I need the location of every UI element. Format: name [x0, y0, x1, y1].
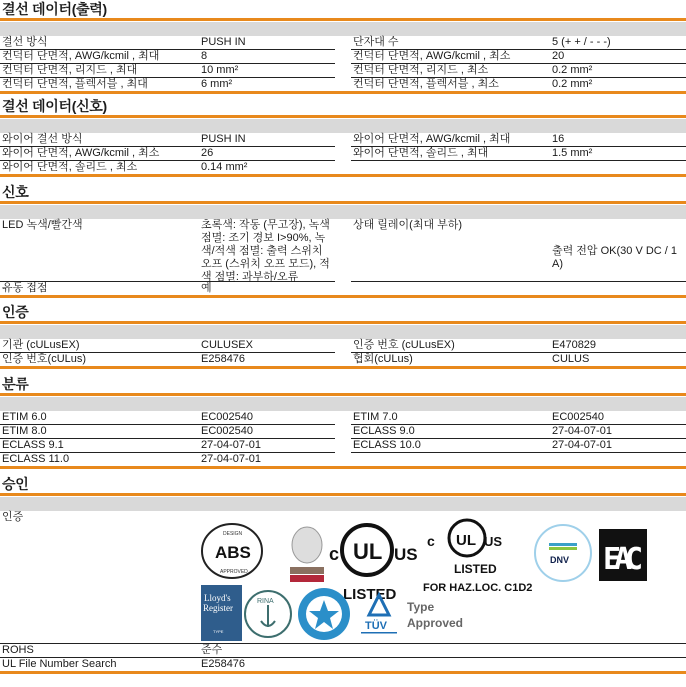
svg-text:US: US — [394, 545, 418, 564]
section-title: 결선 데이터(출력) — [2, 1, 107, 17]
svg-text:Type: Type — [407, 600, 435, 614]
svg-text:Approved: Approved — [407, 616, 464, 630]
rohs-row — [0, 644, 686, 658]
svg-text:US: US — [484, 534, 503, 549]
spec-label: 단자대 수 — [353, 36, 399, 48]
spec-row — [351, 133, 686, 147]
spec-value: 초록색: 작동 (무고장), 녹색 점멸: 조기 경보 I>90%, 녹색/적색 점멸: 출력 스위치 오프 (스위치 오프 모드), 적색 점멸: 과부하/오류 — [201, 219, 330, 283]
svg-text:c: c — [427, 533, 435, 549]
spec-label: LED 녹색/빨간색 — [2, 219, 83, 231]
spec-row — [351, 219, 686, 282]
row-label: UL File Number Search — [2, 658, 117, 670]
spec-row — [351, 353, 686, 366]
section-1 — [0, 97, 686, 177]
spec-rows — [0, 36, 686, 91]
spec-label: ETIM 7.0 — [353, 411, 398, 423]
spec-row — [351, 78, 686, 91]
spec-row — [0, 219, 335, 282]
spec-row — [351, 64, 686, 78]
spec-value: 0.2 mm² — [552, 64, 593, 76]
spec-label: ETIM 6.0 — [2, 411, 47, 423]
svg-text:TÜV: TÜV — [365, 620, 387, 632]
spec-rows — [0, 411, 686, 466]
spec-value: PUSH IN — [201, 133, 246, 145]
spec-value: CULUS — [552, 353, 590, 365]
spec-value: 27-04-07-01 — [201, 439, 261, 451]
header-band — [0, 205, 686, 219]
divider — [0, 295, 686, 298]
lloyds-register-logo — [201, 585, 242, 641]
bureau-veritas-logo — [289, 525, 325, 583]
section-2 — [0, 183, 686, 298]
section-title: 분류 — [2, 376, 29, 392]
spec-value: PUSH IN — [201, 36, 246, 48]
header-band — [0, 497, 686, 511]
spec-label: 유동 접점 — [2, 282, 48, 294]
section-title: 인증 — [2, 304, 29, 320]
spec-label: 와이어 단면적, 솔리드 , 최소 — [2, 161, 138, 173]
svg-text:LISTED: LISTED — [343, 586, 397, 603]
header-band — [0, 119, 686, 133]
spec-label: 컨덕터 단면적, 플렉서블 , 최대 — [2, 78, 148, 90]
spec-row — [351, 411, 686, 425]
divider — [0, 671, 686, 674]
spec-label: 컨덕터 단면적, 플렉서블 , 최소 — [353, 78, 499, 90]
spec-row — [0, 439, 335, 453]
svg-text:APPROVED: APPROVED — [220, 569, 248, 575]
spec-row — [351, 161, 686, 174]
divider — [0, 466, 686, 469]
spec-label: 인증 번호(cULus) — [2, 353, 87, 365]
rina-logo — [243, 587, 293, 641]
spec-row — [351, 36, 686, 50]
cul-hazloc-logo — [423, 511, 533, 596]
spec-value: 예 — [201, 282, 212, 294]
section-title: 신호 — [2, 184, 29, 200]
spec-value: 27-04-07-01 — [201, 453, 261, 465]
spec-row — [351, 439, 686, 453]
svg-text:FOR HAZ.LOC. C1D2: FOR HAZ.LOC. C1D2 — [423, 582, 533, 594]
spec-label: 컨덕터 단면적, 리지드 , 최소 — [353, 64, 489, 76]
spec-rows — [0, 339, 686, 366]
spec-label: 와이어 단면적, 솔리드 , 최대 — [353, 147, 489, 159]
spec-value: CULUSEX — [201, 339, 253, 351]
spec-label: 와이어 단면적, AWG/kcmil , 최대 — [353, 133, 511, 145]
spec-row — [0, 161, 335, 174]
svg-text:c: c — [329, 544, 340, 564]
abs-logo — [201, 521, 263, 581]
spec-row — [0, 36, 335, 50]
header-band — [0, 325, 686, 339]
spec-row — [351, 147, 686, 161]
spec-row — [0, 133, 335, 147]
spec-label: 상태 릴레이(최대 부하) — [353, 219, 463, 231]
spec-value: EC002540 — [552, 411, 604, 423]
spec-value: 26 — [201, 147, 214, 159]
svg-text:LISTED: LISTED — [454, 562, 497, 576]
svg-text:DNV: DNV — [550, 555, 570, 565]
spec-label: ETIM 8.0 — [2, 425, 47, 437]
svg-text:Register: Register — [203, 603, 233, 613]
section-4 — [0, 375, 686, 469]
spec-value: E258476 — [201, 353, 246, 365]
spec-value: 0.14 mm² — [201, 161, 248, 173]
spec-row — [0, 147, 335, 161]
cert-label: 인증 — [2, 511, 24, 523]
spec-row — [0, 353, 335, 366]
ul-file-link[interactable]: E258476 — [201, 658, 246, 670]
svg-text:UL: UL — [353, 539, 383, 564]
divider — [0, 18, 686, 21]
section-title: 결선 데이터(신호) — [2, 98, 107, 114]
divider — [0, 321, 686, 324]
row-label: ROHS — [2, 644, 34, 656]
cert-logos — [201, 511, 686, 643]
spec-row — [0, 411, 335, 425]
svg-text:EAC: EAC — [603, 542, 643, 577]
spec-row — [351, 50, 686, 64]
tuv-logo — [359, 591, 469, 641]
spec-label: 협회(cULus) — [353, 353, 413, 365]
spec-row — [351, 453, 686, 466]
divider — [0, 115, 686, 118]
divider — [0, 393, 686, 396]
svg-text:ABS: ABS — [215, 543, 251, 562]
spec-value: 1.5 mm² — [552, 147, 593, 159]
spec-row — [351, 339, 686, 353]
spec-label: ECLASS 11.0 — [2, 453, 70, 465]
cert-row — [0, 511, 686, 644]
svg-text:RINA: RINA — [257, 598, 274, 605]
row-value: 준수 — [201, 644, 223, 656]
header-band — [0, 22, 686, 36]
spec-rows — [0, 219, 686, 295]
section-0 — [0, 0, 686, 94]
dnv-logo — [533, 523, 595, 585]
section-title: 승인 — [2, 476, 29, 492]
spec-row — [0, 425, 335, 439]
spec-value: E470829 — [552, 339, 597, 351]
spec-label: 컨덕터 단면적, 리지드 , 최대 — [2, 64, 138, 76]
spec-label: 기관 (cULusEX) — [2, 339, 80, 351]
svg-text:Lloyd's: Lloyd's — [204, 593, 231, 603]
spec-row — [0, 282, 335, 295]
spec-label: 와이어 단면적, AWG/kcmil , 최소 — [2, 147, 160, 159]
spec-row — [0, 64, 335, 78]
divider — [0, 91, 686, 94]
spec-value: EC002540 — [201, 425, 253, 437]
divider — [0, 366, 686, 369]
spec-value: 출력 전압 OK(30 V DC / 1 A) — [552, 245, 678, 270]
spec-row — [351, 282, 686, 295]
spec-value: 20 — [552, 50, 565, 62]
spec-value: 0.2 mm² — [552, 78, 593, 90]
spec-label: ECLASS 9.0 — [353, 425, 415, 437]
spec-value: 8 — [201, 50, 208, 62]
spec-rows — [0, 133, 686, 174]
spec-row — [0, 78, 335, 91]
maritime-cert-logo — [297, 587, 351, 641]
svg-text:UL: UL — [456, 532, 476, 549]
divider — [0, 174, 686, 177]
spec-label: 컨덕터 단면적, AWG/kcmil , 최소 — [353, 50, 511, 62]
spec-row — [0, 339, 335, 353]
svg-text:TYPE: TYPE — [213, 629, 224, 634]
spec-value: EC002540 — [201, 411, 253, 423]
spec-label: ECLASS 10.0 — [353, 439, 421, 451]
spec-label: 인증 번호 (cULusEX) — [353, 339, 455, 351]
spec-value: 16 — [552, 133, 565, 145]
eac-logo — [599, 529, 647, 581]
header-band — [0, 397, 686, 411]
spec-row — [0, 453, 335, 466]
spec-row — [351, 425, 686, 439]
spec-label: ECLASS 9.1 — [2, 439, 64, 451]
spec-row — [0, 50, 335, 64]
divider — [0, 201, 686, 204]
spec-label: 결선 방식 — [2, 36, 48, 48]
spec-value: 6 mm² — [201, 78, 233, 90]
section-3 — [0, 303, 686, 369]
spec-value: 10 mm² — [201, 64, 239, 76]
section-approvals — [0, 475, 686, 674]
ul-file-row — [0, 658, 686, 671]
spec-value: 27-04-07-01 — [552, 439, 612, 451]
spec-value: 5 (+ + / - - -) — [552, 36, 611, 48]
spec-label: 와이어 결선 방식 — [2, 133, 83, 145]
divider — [0, 493, 686, 496]
svg-text:DESIGN: DESIGN — [223, 531, 243, 537]
spec-label: 컨덕터 단면적, AWG/kcmil , 최대 — [2, 50, 160, 62]
spec-value: 27-04-07-01 — [552, 425, 612, 437]
